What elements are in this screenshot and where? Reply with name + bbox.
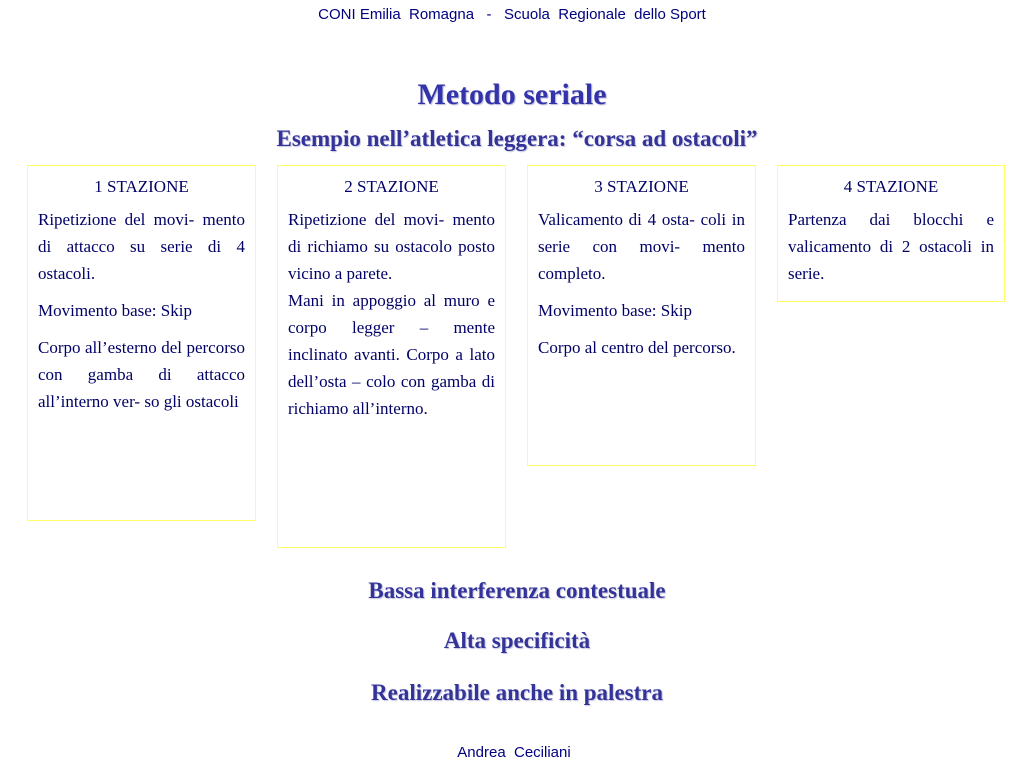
station-paragraph: Corpo all’esterno del percorso con gamba di attacco all’interno ver- so gli ostacoli — [38, 338, 245, 411]
slide-header: CONI Emilia Romagna - Scuola Regionale dello Sport — [318, 6, 706, 23]
station-paragraph: Ripetizione del movi- mento di richiamo su ostacolo posto vicino a parete. — [288, 210, 495, 283]
station-box-3 — [527, 165, 756, 466]
station-title: 2 STAZIONE — [344, 177, 439, 196]
station-paragraph: Ripetizione del movi- mento di attacco su serie di 4 ostacoli. — [38, 210, 245, 283]
station-paragraph: Mani in appoggio al muro e corpo legger – mente inclinato avanti. Corpo a lato dell’osta – colo con gamba di richiamo all’interno. — [288, 291, 495, 418]
station-title: 1 STAZIONE — [94, 177, 189, 196]
station-title: 4 STAZIONE — [843, 177, 939, 196]
summary-line-gym: Realizzabile anche in palestra — [371, 680, 663, 705]
summary-line-specificity: Alta specificità — [443, 628, 591, 653]
station-paragraph: Partenza dai blocchi e valicamento di 2 ostacoli in serie. — [788, 210, 994, 283]
slide-subtitle: Esempio nell’atletica leggera: “corsa ad ostacoli” — [276, 126, 758, 151]
station-box-4 — [777, 165, 1005, 302]
station-paragraph: Corpo al centro del percorso. — [538, 338, 736, 357]
station-box-2 — [277, 165, 506, 548]
station-box-1 — [27, 165, 256, 521]
slide-footer-author: Andrea Ceciliani — [457, 744, 571, 761]
summary-line-interference: Bassa interferenza contestuale — [368, 578, 666, 603]
slide-title: Metodo seriale — [417, 78, 607, 111]
station-paragraph: Movimento base: Skip — [38, 301, 192, 320]
station-title: 3 STAZIONE — [594, 177, 689, 196]
station-paragraph: Valicamento di 4 osta- coli in serie con movi- mento completo. — [538, 210, 745, 283]
station-paragraph: Movimento base: Skip — [538, 301, 692, 320]
